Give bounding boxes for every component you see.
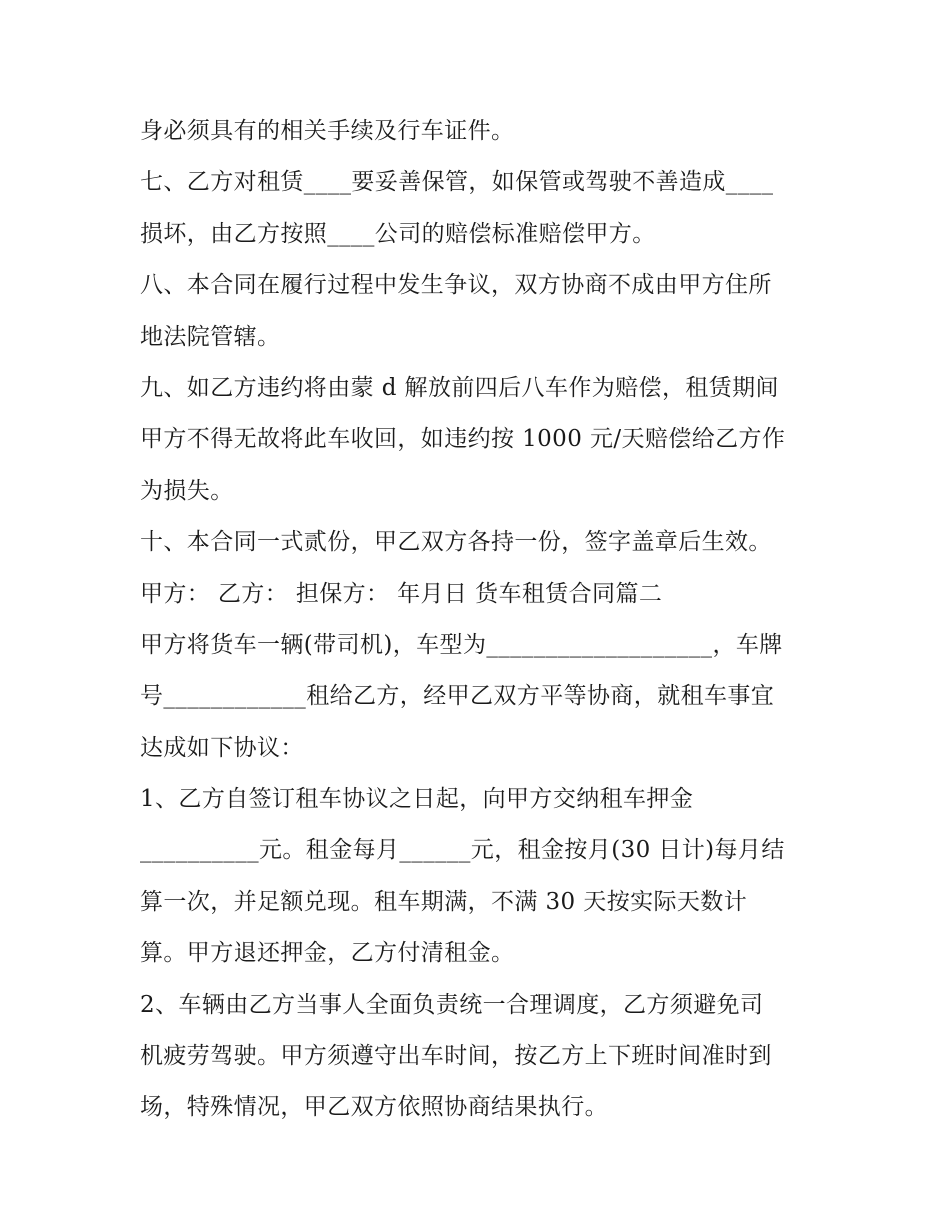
text-line-11: 甲方将货车一辆(带司机)，车型为___________________，车牌 xyxy=(140,631,783,658)
text-line-1: 身必须具有的相关手续及行车证件。 xyxy=(140,118,515,144)
text-line-16: 算一次，并足额兑现。租车期满，不满 30 天按实际天数计 xyxy=(140,888,748,915)
text-line-20: 场，特殊情况，甲乙双方依照协商结果执行。 xyxy=(140,1094,608,1121)
text-line-18: 2、车辆由乙方当事人全面负责统一合理调度，乙方须避免司 xyxy=(140,991,764,1018)
text-line-17: 算。甲方退还押金，乙方付清租金。 xyxy=(140,940,515,967)
text-line-19: 机疲劳驾驶。甲方须遵守出车时间，按乙方上下班时间准时到 xyxy=(140,1043,772,1070)
document-page xyxy=(140,106,820,1134)
text-line-8: 为损失。 xyxy=(140,477,234,504)
text-line-15: __________元。租金每月______元，租金按月(30 日计)每月结 xyxy=(140,837,785,864)
text-line-3: 损坏，由乙方按照____公司的赔偿标准赔偿甲方。 xyxy=(140,220,656,247)
text-line-13: 达成如下协议： xyxy=(140,734,304,761)
text-line-2: 七、乙方对租赁____要妥善保管，如保管或驾驶不善造成____ xyxy=(140,169,774,196)
text-line-5: 地法院管辖。 xyxy=(140,323,281,350)
text-line-7: 甲方不得无故将此车收回，如违约按 1000 元/天赔偿给乙方作 xyxy=(140,426,786,453)
text-line-9: 十、本合同一式贰份，甲乙双方各持一份，签字盖章后生效。 xyxy=(140,529,772,556)
text-line-14: 1、乙方自签订租车协议之日起，向甲方交纳租车押金 xyxy=(140,786,694,813)
text-line-12: 号____________租给乙方，经甲乙双方平等协商，就租车事宜 xyxy=(140,683,775,710)
text-line-10: 甲方： 乙方： 担保方： 年月日 货车租赁合同篇二 xyxy=(140,580,663,607)
text-line-4: 八、本合同在履行过程中发生争议，双方协商不成由甲方住所 xyxy=(140,272,772,299)
text-line-6: 九、如乙方违约将由蒙 d 解放前四后八车作为赔偿，租赁期间 xyxy=(140,374,779,401)
